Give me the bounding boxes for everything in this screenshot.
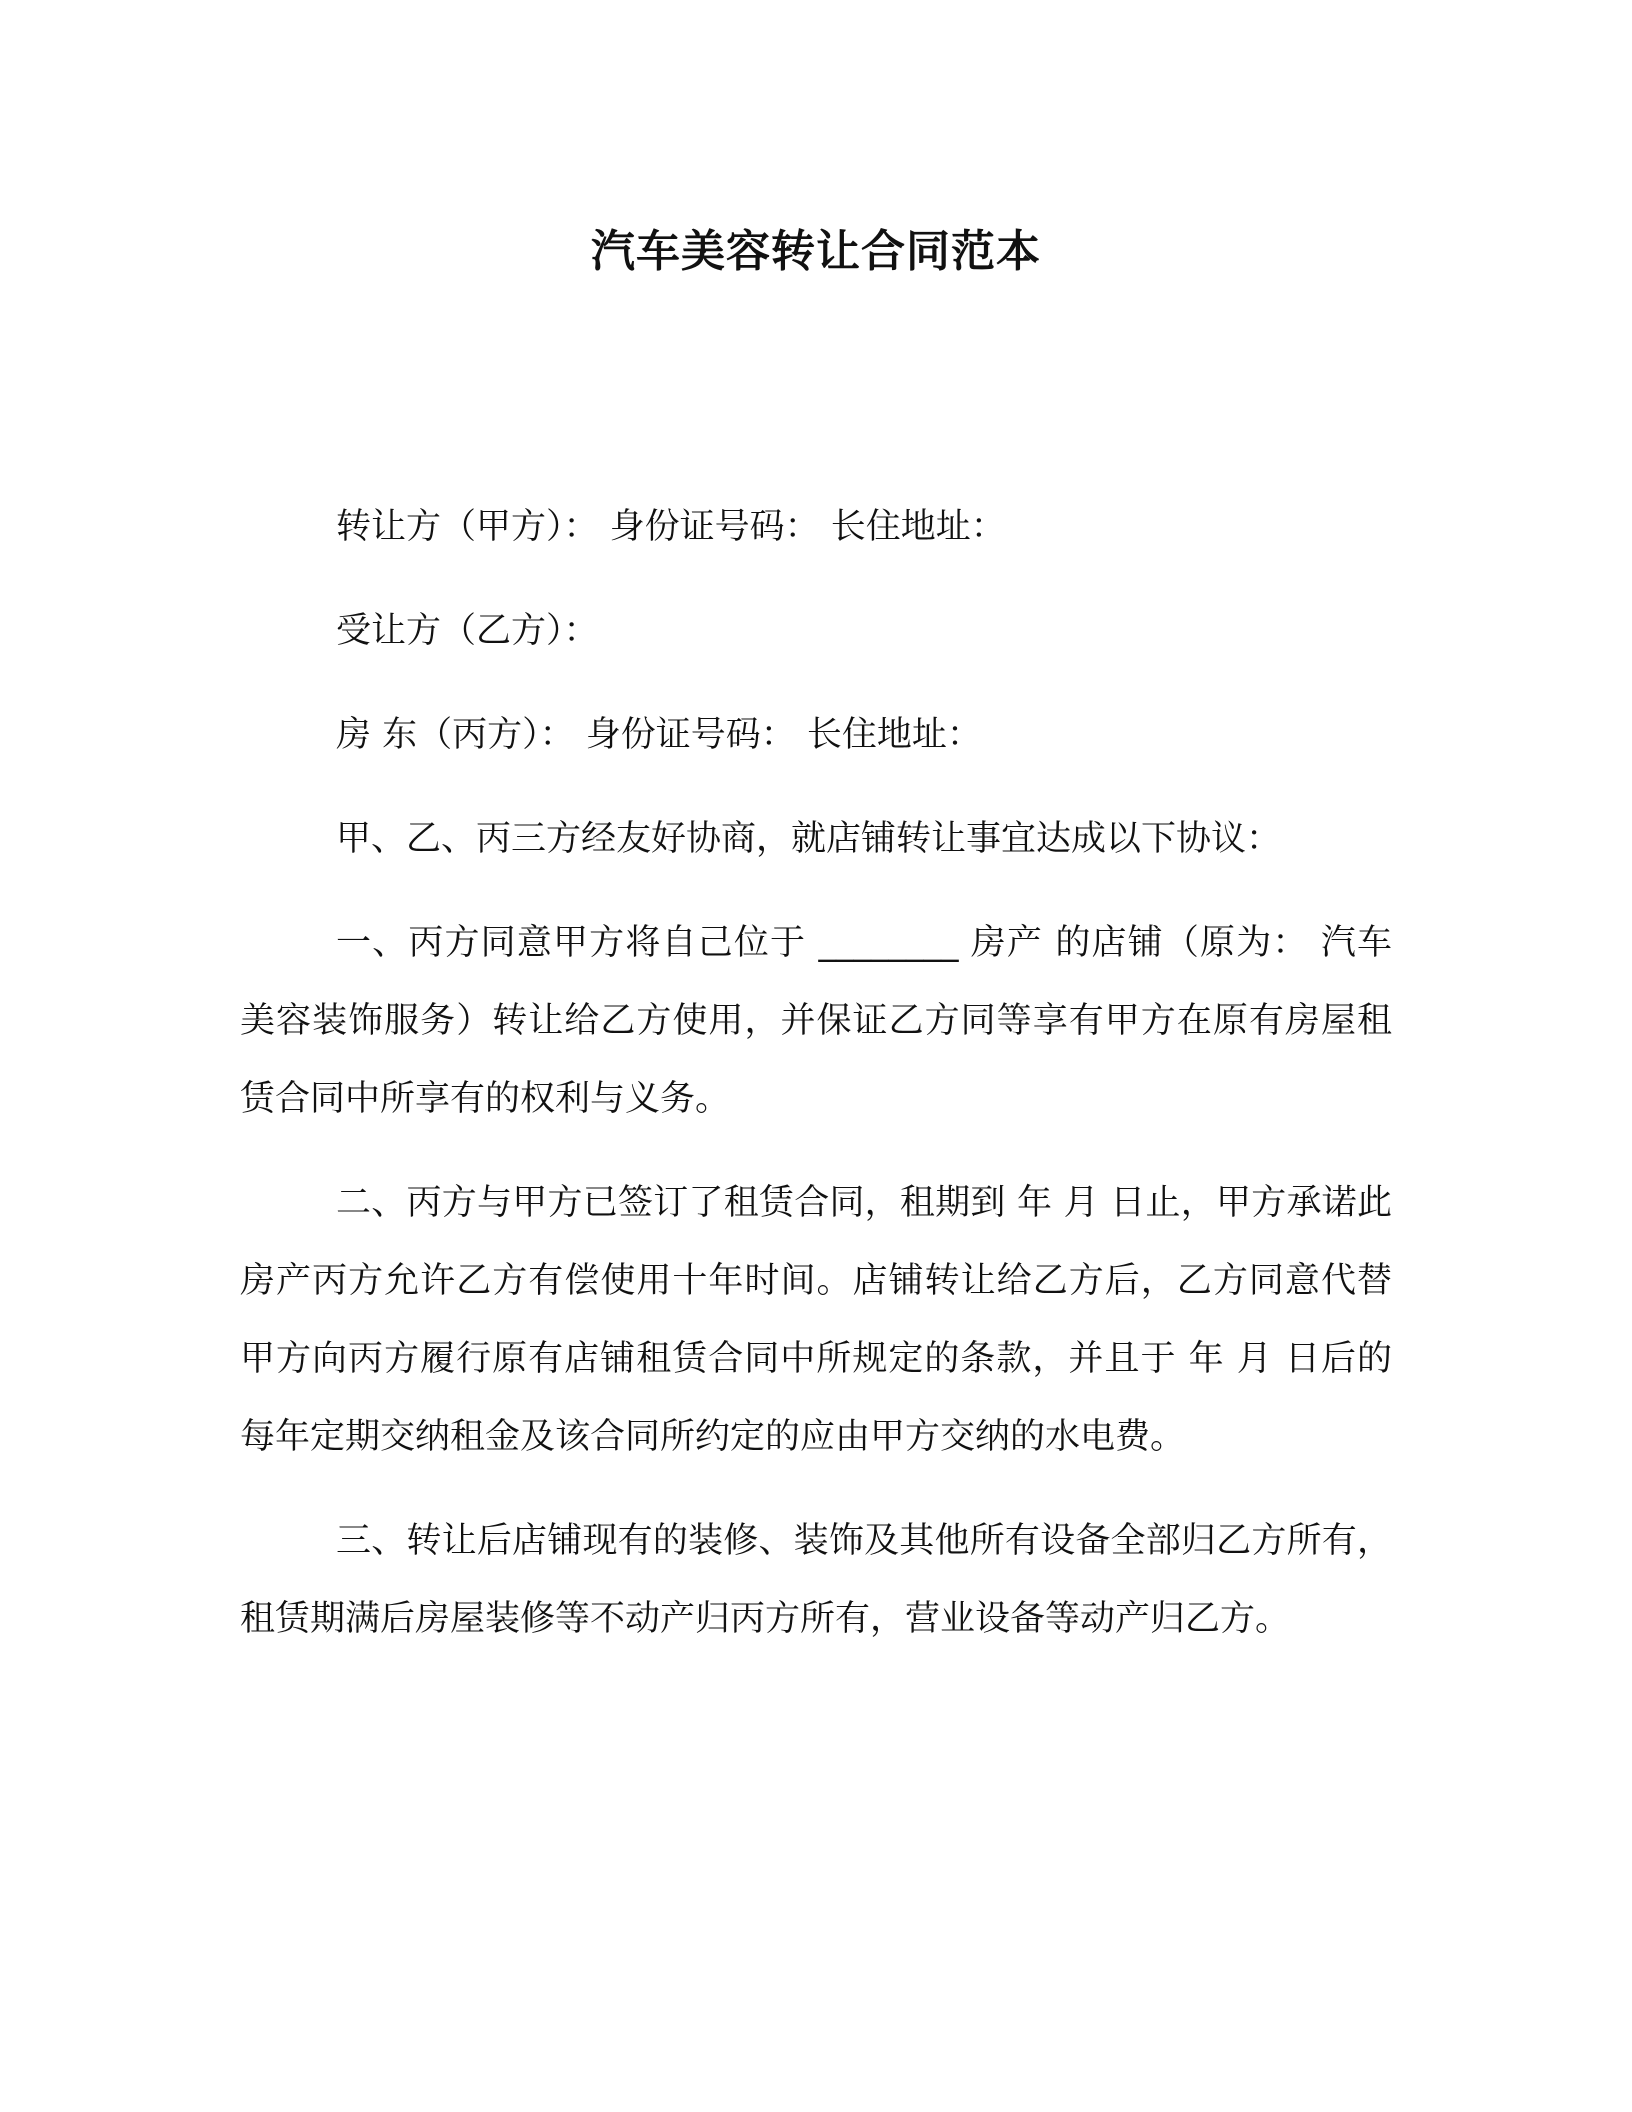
clause-1: 一、丙方同意甲方将自己位于 ________ 房产 的店铺（原为： 汽车美容装饰服务）转让给乙方使用，并保证乙方同等享有甲方在原有房屋租赁合同中所享有的权利与义务。 bbox=[240, 923, 1392, 1119]
document-body bbox=[240, 488, 1392, 1684]
party-b-line: 受让方（乙方）： bbox=[336, 611, 599, 651]
clause-2: 二、丙方与甲方已签订了租赁合同，租期到 年 月 日止，甲方承诺此房产丙方允许乙方有偿使用十年时间。店铺转让给乙方后，乙方同意代替甲方向丙方履行原有店铺租赁合同中所规定的条款，并且于 年 月 日后的每年定期交纳租金及该合同所约定的应由甲方交纳的水电费。 bbox=[240, 1183, 1392, 1457]
agreement-intro: 甲、乙、丙三方经友好协商，就店铺转让事宜达成以下协议： bbox=[336, 819, 1282, 859]
party-c-line: 房 东（丙方）： 身份证号码： 长住地址： bbox=[336, 715, 982, 755]
clause-3: 三、转让后店铺现有的装修、装饰及其他所有设备全部归乙方所有，租赁期满后房屋装修等不动产归丙方所有，营业设备等动产归乙方。 bbox=[240, 1521, 1392, 1639]
party-a-line: 转让方（甲方）： 身份证号码： 长住地址： bbox=[336, 507, 1006, 547]
document-title: 汽车美容转让合同范本 bbox=[591, 226, 1041, 277]
